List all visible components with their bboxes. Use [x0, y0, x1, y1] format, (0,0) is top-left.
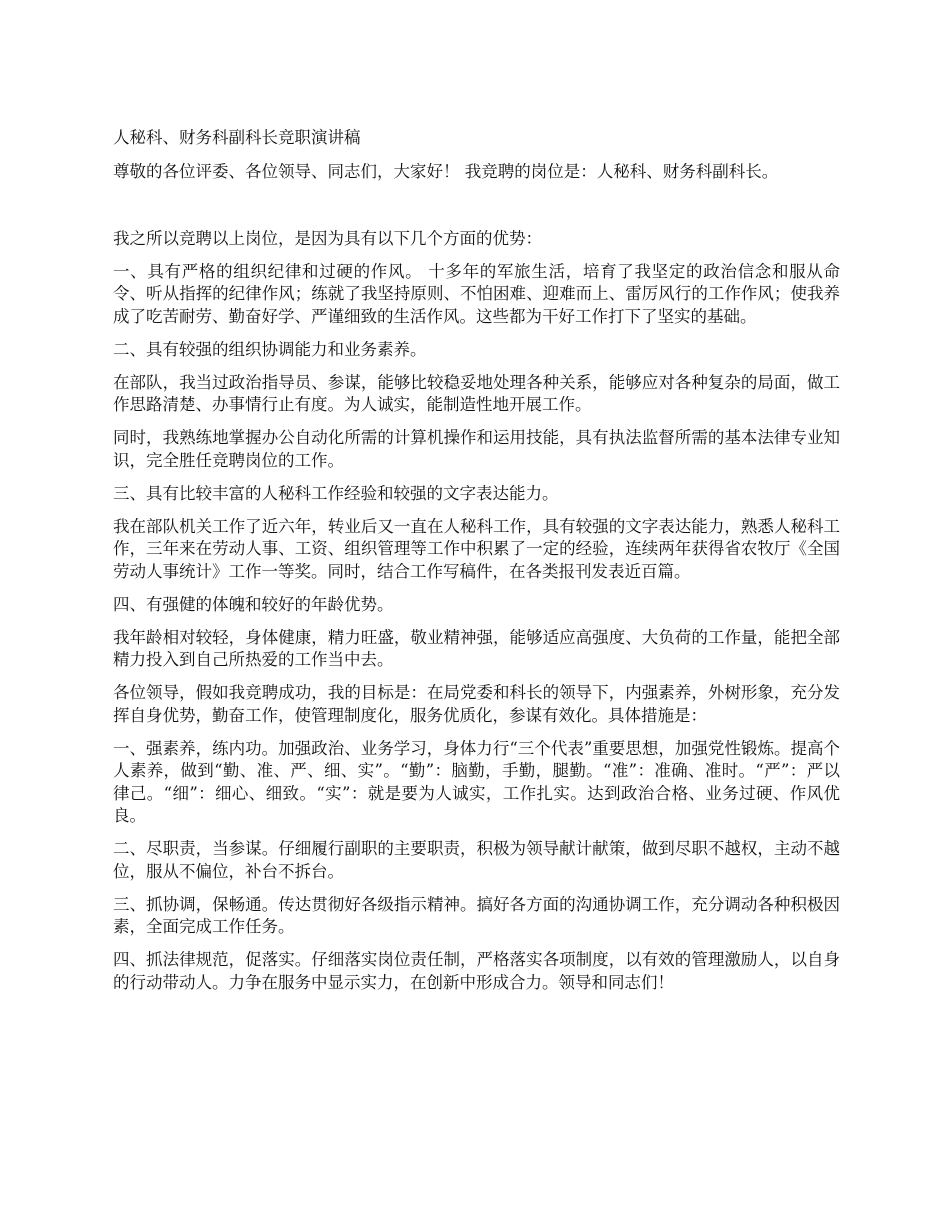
paragraph-measure-3: 三、抓协调，保畅通。传达贯彻好各级指示精神。搞好各方面的沟通协调工作，充分调动各种积极因素，全面完成工作任务。 — [113, 894, 840, 936]
paragraph-intro: 我之所以竞聘以上岗位，是因为具有以下几个方面的优势： — [113, 228, 542, 248]
paragraph-advantage-3-heading: 三、具有比较丰富的人秘科工作经验和较强的文字表达能力。 — [113, 483, 559, 503]
paragraph-measure-1: 一、强素养，练内功。加强政治、业务学习，身体力行“三个代表”重要思想，加强党性锻炼。提高个人素养，做到“勤、准、严、细、实”。“勤”：脑勤，手勤，腿勤。“准”：准确、准时。“严”：严以律己。“细”：细心、细致。“实”：就是要为人诚实，工作扎实。达到政治合格、业务过硬、作风优良。 — [113, 738, 840, 825]
paragraph-goals: 各位领导，假如我竞聘成功，我的目标是：在局党委和科长的领导下，内强素养，外树形象，充分发挥自身优势，勤奋工作，使管理制度化，服务优质化，参谋有效化。具体措施是： — [113, 683, 840, 725]
paragraph-advantage-4-detail: 我年龄相对较轻，身体健康，精力旺盛，敬业精神强，能够适应高强度、大负荷的工作量，能把全部精力投入到自己所热爱的工作当中去。 — [113, 627, 840, 669]
paragraph-greeting: 尊敬的各位评委、各位领导、同志们，大家好！ 我竞聘的岗位是：人秘科、财务科副科长。 — [113, 162, 779, 181]
paragraph-advantage-1: 一、具有严格的组织纪律和过硬的作风。 十多年的军旅生活，培育了我坚定的政治信念和服从命令、听从指挥的纪律作风；练就了我坚持原则、不怕困难、迎难而上、雷厉风行的工作作风；使我养成了吃苦耐劳、勤奋好学、严谨细致的生活作风。这些都为干好工作打下了坚实的基础。 — [113, 261, 840, 326]
paragraph-measure-4: 四、抓法律规范，促落实。仔细落实岗位责任制，严格落实各项制度，以有效的管理激励人，以自身的行动带动人。力争在服务中显示实力，在创新中形成合力。领导和同志们！ — [113, 950, 840, 992]
paragraph-advantage-2-heading: 二、具有较强的组织协调能力和业务素养。 — [113, 339, 427, 359]
document-page — [113, 127, 840, 1005]
paragraph-advantage-3-detail: 我在部队机关工作了近六年，转业后又一直在人秘科工作，具有较强的文字表达能力，熟悉人秘科工作，三年来在劳动人事、工资、组织管理等工作中积累了一定的经验，连续两年获得省农牧厅《全国劳动人事统计》工作一等奖。同时，结合工作写稿件，在各类报刊发表近百篇。 — [113, 516, 840, 581]
paragraph-advantage-4-heading: 四、有强健的体魄和较好的年龄优势。 — [113, 594, 394, 614]
document-title: 人秘科、财务科副科长竞职演讲稿 — [113, 128, 361, 147]
paragraph-advantage-2-skills: 同时，我熟练地掌握办公自动化所需的计算机操作和运用技能，具有执法监督所需的基本法律专业知识，完全胜任竞聘岗位的工作。 — [113, 428, 840, 470]
paragraph-measure-2: 二、尽职责，当参谋。仔细履行副职的主要职责，积极为领导献计献策，做到尽职不越权，主动不越位，服从不偏位，补台不拆台。 — [113, 839, 840, 881]
paragraph-advantage-2-detail: 在部队，我当过政治指导员、参谋，能够比较稳妥地处理各种关系，能够应对各种复杂的局面，做工作思路清楚、办事情行止有度。为人诚实，能制造性地开展工作。 — [113, 372, 840, 414]
